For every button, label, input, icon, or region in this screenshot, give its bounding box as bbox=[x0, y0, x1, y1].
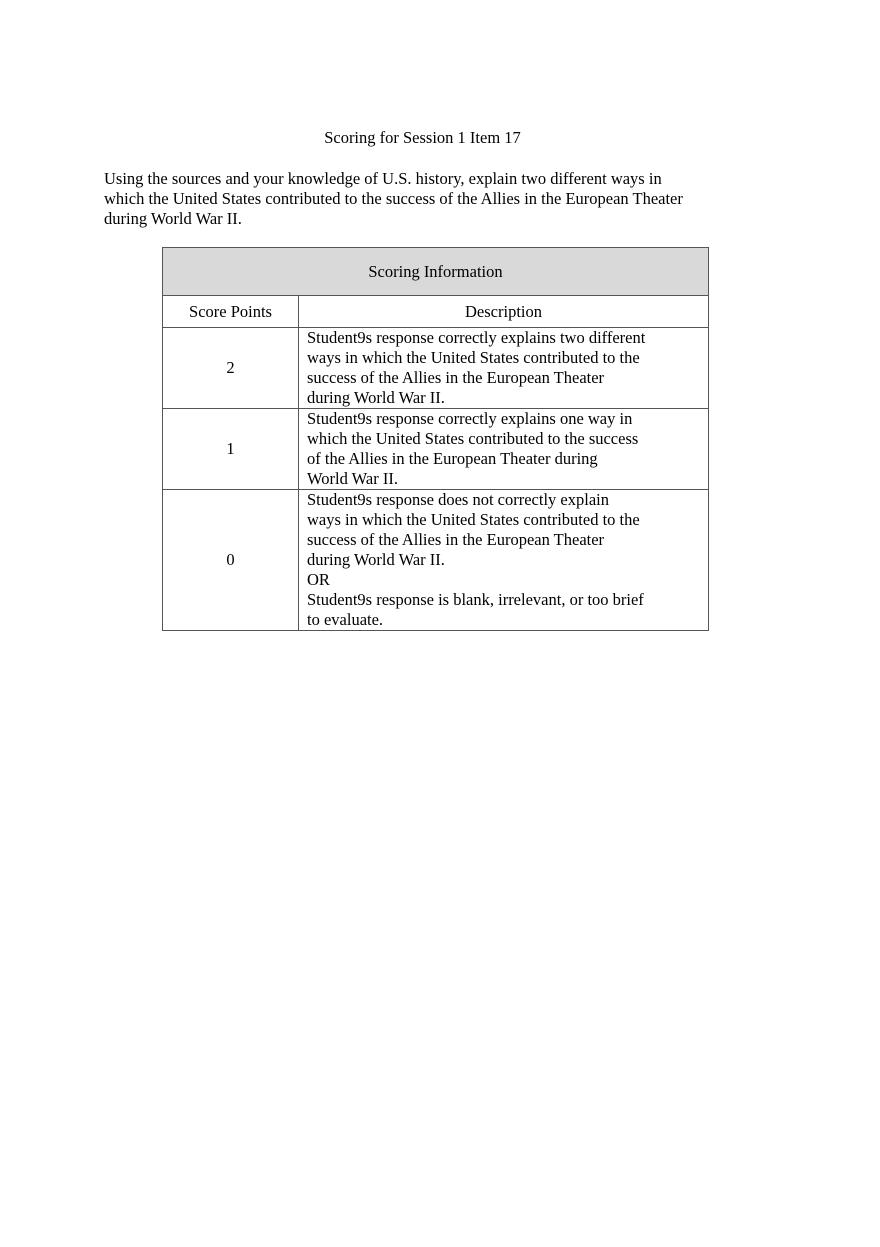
item-prompt bbox=[104, 169, 744, 229]
table-row bbox=[163, 409, 709, 490]
description-line: Student9s response is blank, irrelevant, or too brief bbox=[307, 590, 644, 609]
description-line: ways in which the United States contributed to the bbox=[307, 510, 640, 529]
score-points-header: Score Points bbox=[163, 296, 299, 328]
prompt-line: which the United States contributed to the success of the Allies in the European Theater bbox=[104, 189, 683, 208]
description-line: which the United States contributed to the success bbox=[307, 429, 639, 448]
description-line: World War II. bbox=[307, 469, 398, 488]
description-line: ways in which the United States contributed to the bbox=[307, 348, 640, 367]
description-line: Student9s response correctly explains one way in bbox=[307, 409, 633, 428]
scoring-table bbox=[162, 247, 709, 631]
description-line: to evaluate. bbox=[307, 610, 384, 629]
score-description bbox=[299, 409, 709, 490]
score-description bbox=[299, 490, 709, 631]
prompt-line: during World War II. bbox=[104, 209, 242, 228]
description-line: OR bbox=[307, 570, 330, 589]
table-header-row bbox=[163, 296, 709, 328]
score-value: 0 bbox=[163, 490, 299, 631]
table-row bbox=[163, 328, 709, 409]
description-line: of the Allies in the European Theater during bbox=[307, 449, 598, 468]
description-line: Student9s response correctly explains two different bbox=[307, 328, 646, 347]
score-value: 1 bbox=[163, 409, 299, 490]
score-description bbox=[299, 328, 709, 409]
table-row bbox=[163, 490, 709, 631]
description-line: during World War II. bbox=[307, 550, 445, 569]
description-line: success of the Allies in the European Theater bbox=[307, 368, 605, 387]
table-caption-row bbox=[163, 248, 709, 296]
page-title: Scoring for Session 1 Item 17 bbox=[324, 128, 521, 147]
prompt-line: Using the sources and your knowledge of U.S. history, explain two different ways in bbox=[104, 169, 662, 188]
table-caption: Scoring Information bbox=[163, 248, 709, 296]
description-header: Description bbox=[299, 296, 709, 328]
description-line: success of the Allies in the European Theater bbox=[307, 530, 605, 549]
description-line: during World War II. bbox=[307, 388, 445, 407]
description-line: Student9s response does not correctly explain bbox=[307, 490, 609, 509]
score-value: 2 bbox=[163, 328, 299, 409]
